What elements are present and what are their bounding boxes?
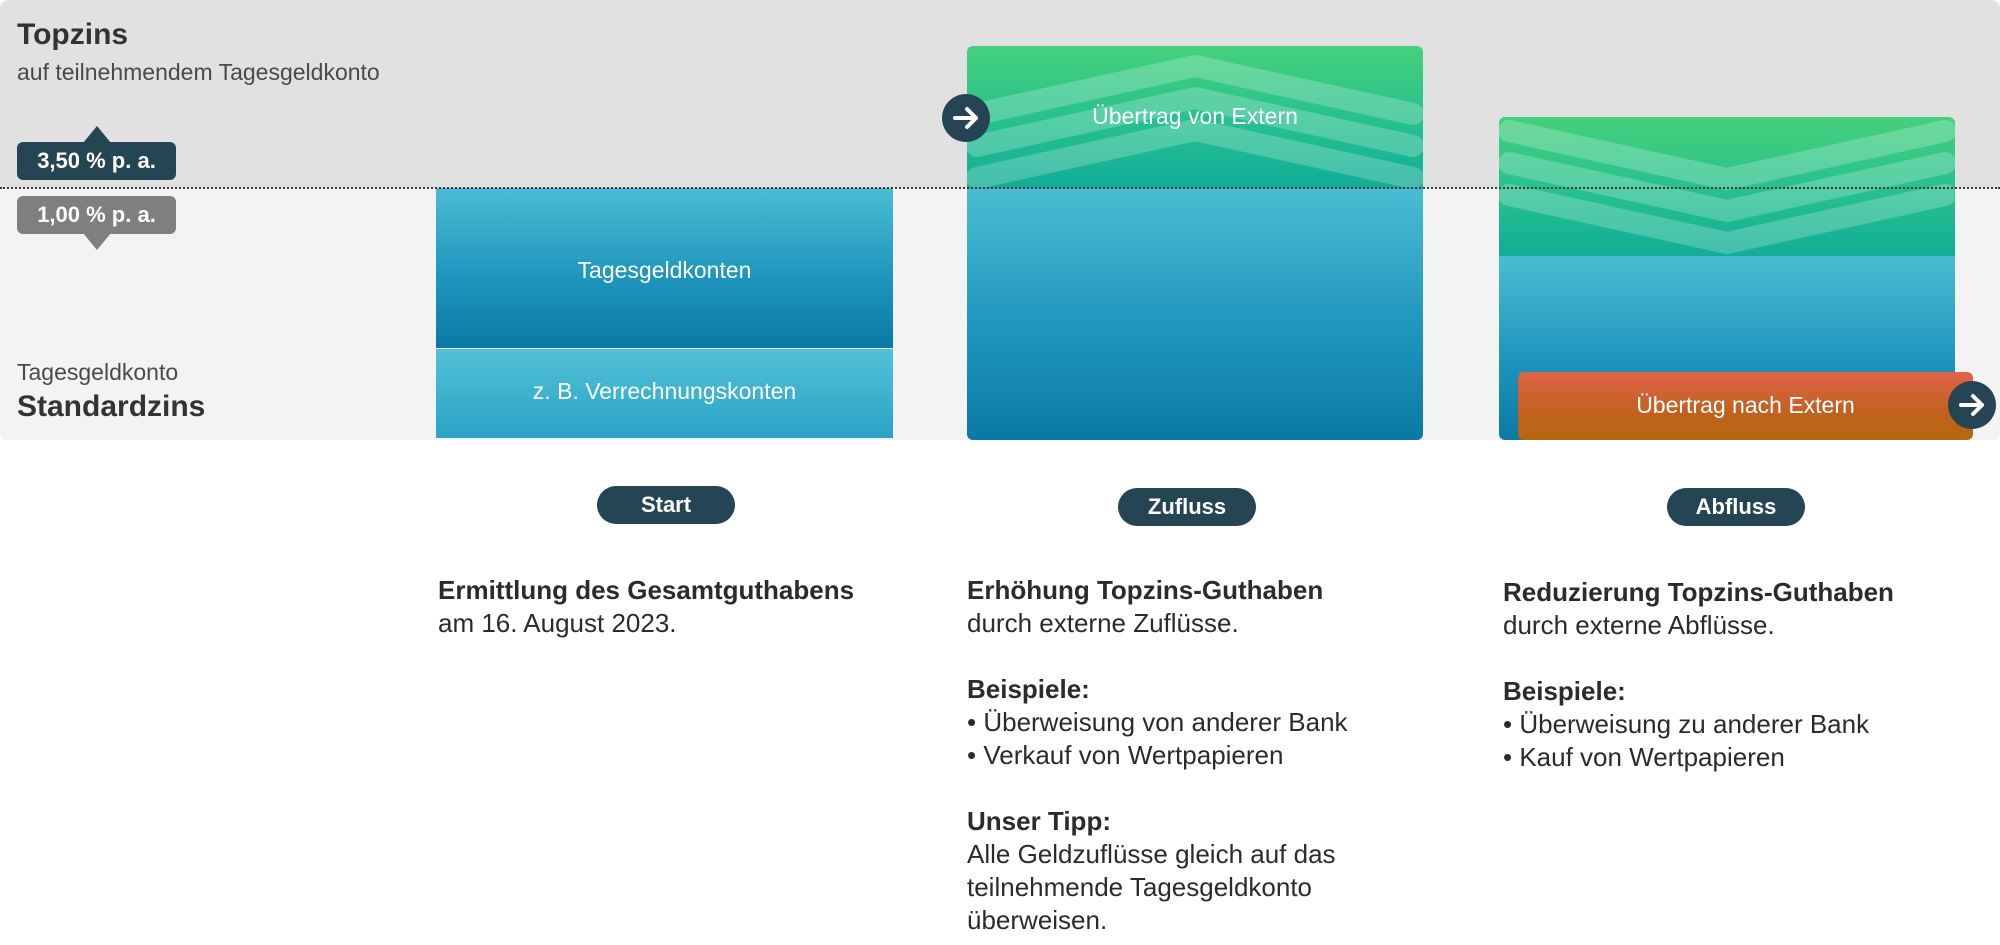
start-text: am 16. August 2023. <box>438 608 677 638</box>
zufluss-description <box>967 574 1447 937</box>
zufluss-example-item: • Überweisung von anderer Bank <box>967 707 1348 737</box>
standard-rate-value: 1,00 % p. a. <box>37 202 156 227</box>
step-badge-abfluss: Abfluss <box>1667 488 1805 526</box>
verrechnungskonten-block <box>436 349 893 438</box>
zufluss-tip-line: Alle Geldzuflüsse gleich auf das <box>967 839 1336 869</box>
outflow-arrow-icon <box>1948 381 1996 429</box>
abfluss-example-item: • Überweisung zu anderer Bank <box>1503 709 1870 739</box>
badge-arrow-down-icon <box>83 233 111 250</box>
uebertrag-von-extern-block <box>967 46 1423 188</box>
start-description <box>438 574 938 640</box>
zufluss-tip-line: überweisen. <box>967 905 1108 935</box>
zufluss-examples-heading: Beispiele: <box>967 674 1090 704</box>
uebertrag-von-extern-label: Übertrag von Extern <box>1092 103 1298 129</box>
topzins-subtitle: auf teilnehmendem Tagesgeldkonto <box>17 59 380 85</box>
verrechnungskonten-label: z. B. Verrechnungskonten <box>532 378 797 404</box>
zufluss-base-block <box>967 188 1423 440</box>
abfluss-heading: Reduzierung Topzins-Guthaben <box>1503 577 1894 607</box>
uebertrag-nach-extern-block <box>1518 372 1973 440</box>
abfluss-example-item: • Kauf von Wertpapieren <box>1503 742 1785 772</box>
badge-arrow-up-icon <box>83 126 111 143</box>
tagesgeldkonten-label: Tagesgeldkonten <box>577 257 752 283</box>
abfluss-examples-heading: Beispiele: <box>1503 676 1626 706</box>
rate-threshold-line <box>0 187 2000 189</box>
tagesgeldkonten-block <box>436 188 893 348</box>
top-rate-badge <box>17 142 176 180</box>
zufluss-heading: Erhöhung Topzins-Guthaben <box>967 575 1324 605</box>
top-rate-value: 3,50 % p. a. <box>37 148 156 173</box>
inflow-arrow-icon <box>942 94 990 142</box>
zufluss-example-item: • Verkauf von Wertpapieren <box>967 740 1284 770</box>
standard-rate-badge <box>17 196 176 234</box>
step-badge-zufluss: Zufluss <box>1118 488 1256 526</box>
zufluss-tip-line: teilnehmende Tagesgeldkonto <box>967 872 1313 902</box>
standardzins-subtitle: Tagesgeldkonto <box>17 359 179 385</box>
step-badge-start: Start <box>597 486 735 524</box>
uebertrag-nach-extern-label: Übertrag nach Extern <box>1636 392 1855 418</box>
abfluss-description <box>1503 576 1983 774</box>
topzins-title: Topzins <box>17 18 129 51</box>
zufluss-tip-heading: Unser Tipp: <box>967 806 1111 836</box>
start-heading: Ermittlung des Gesamtguthabens <box>438 575 855 605</box>
zufluss-text: durch externe Zuflüsse. <box>967 608 1239 638</box>
abfluss-text: durch externe Abflüsse. <box>1503 610 1775 640</box>
standardzins-title: Standardzins <box>17 390 206 423</box>
